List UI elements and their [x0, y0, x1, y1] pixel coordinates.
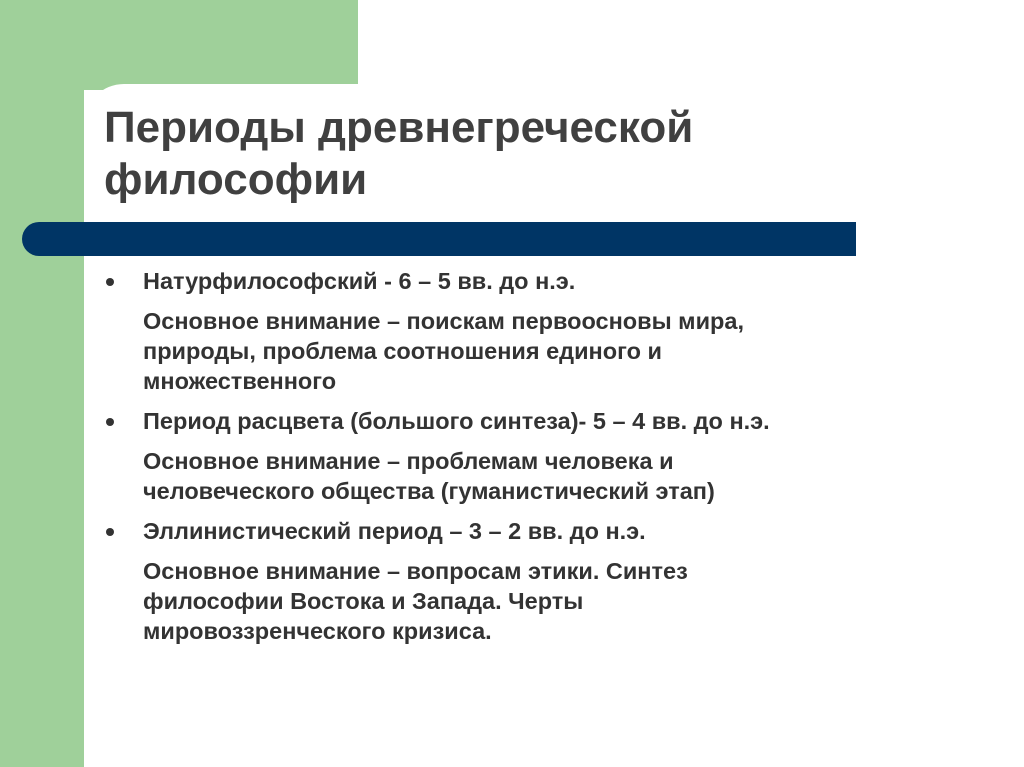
bullet-item — [100, 516, 1000, 646]
bullet-dot-icon — [106, 418, 114, 426]
bullet-detail — [143, 446, 1000, 506]
detail-line: Основное внимание – вопросам этики. Синтез — [143, 558, 688, 584]
decor-green-left-band — [0, 0, 84, 767]
detail-line: философии Востока и Запада. Черты — [143, 588, 584, 614]
bullet-detail — [143, 556, 1000, 646]
bullet-item — [100, 266, 1000, 396]
bullet-detail — [143, 306, 1000, 396]
detail-line: Основное внимание – поискам первоосновы мира, — [143, 308, 744, 334]
detail-line: множественного — [143, 368, 337, 394]
bullet-list — [100, 266, 1000, 656]
detail-line: природы, проблема соотношения единого и — [143, 338, 662, 364]
detail-line: Основное внимание – проблемам человека и — [143, 448, 674, 474]
bullet-heading: Эллинистический период – 3 – 2 вв. до н.э. — [143, 518, 646, 544]
bullet-heading: Натурфилософский - 6 – 5 вв. до н.э. — [143, 268, 576, 294]
bullet-heading: Период расцвета (большого синтеза)- 5 – 4 вв. до н.э. — [143, 408, 770, 434]
detail-line: мировоззренческого кризиса. — [143, 618, 492, 644]
bullet-item — [100, 406, 1000, 506]
slide-title-line-2: философии — [104, 155, 368, 204]
bullet-dot-icon — [106, 278, 114, 286]
detail-line: человеческого общества (гуманистический этап) — [143, 478, 715, 504]
bullet-dot-icon — [106, 528, 114, 536]
slide-title — [104, 102, 904, 206]
title-underline-bar — [22, 222, 856, 256]
slide-title-line-1: Периоды древнегреческой — [104, 103, 694, 152]
